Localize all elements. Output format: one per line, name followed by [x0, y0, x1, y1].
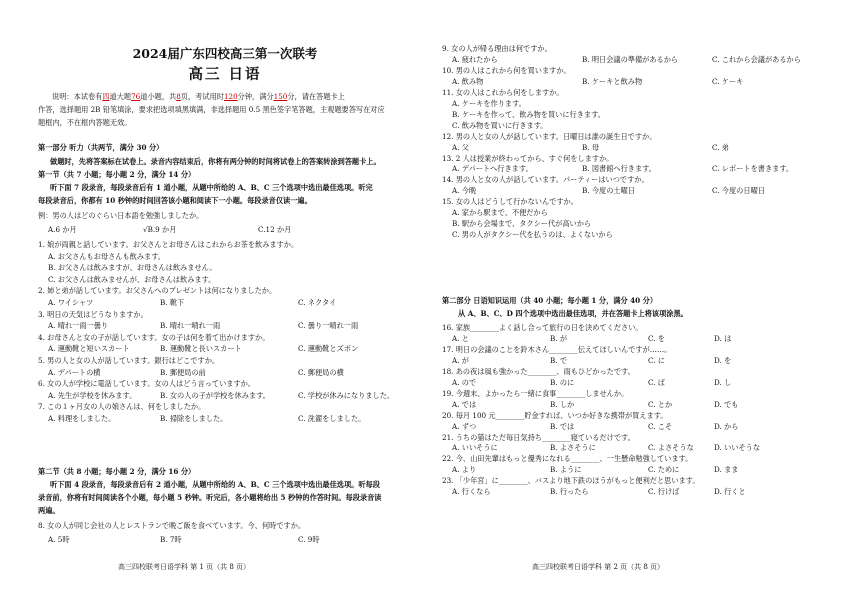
- answer-option: B. 図書館へ行きます。: [582, 164, 656, 174]
- answer-option: C. 曇り一晴れ一雨: [298, 321, 359, 331]
- exam-title: 2024届广东四校高三第一次联考: [132, 46, 318, 61]
- answer-option: A. 父: [452, 142, 469, 152]
- question-8: 8. 女の人が同じ会社の人とレストランで晩ご飯を食べています。今、何時ですか。: [38, 521, 306, 530]
- answer-option: A. では: [452, 399, 477, 409]
- answer-option: D. でも: [714, 399, 739, 409]
- answer-option: A. 運動靴と短いスカート: [48, 344, 130, 354]
- question-text: 17. 明日の会議のことを鈴木さん________伝えてほしいんですが……。: [442, 344, 672, 354]
- answer-option: A. が: [452, 355, 469, 365]
- example-option: A.6 か月: [48, 225, 77, 234]
- answer-option: C. こそ: [648, 421, 673, 431]
- answer-option: C. ために: [648, 465, 680, 475]
- answer-option: B. 駅から会場まで、タクシー代が高いから: [452, 219, 592, 229]
- answer-option: B. ケーキを作って、飲み物を買いに行きます。: [452, 109, 605, 119]
- answer-option: B. では: [550, 421, 575, 431]
- answer-option: A. 飲み物: [452, 76, 484, 86]
- answer-option: C. ば: [648, 377, 665, 387]
- answer-option: B. 掃除をしました。: [160, 414, 228, 423]
- answer-option: C. 運動靴とズボン: [298, 344, 359, 354]
- question-text: 23. 「少年宮」に________、バスより地下鉄のほうがもっと便利だと思います。: [442, 476, 700, 486]
- sec2-heading: 第二节（共 8 小题；每小题 2 分，满分 16 分）: [38, 467, 196, 476]
- answer-option: C. よさそうな: [648, 443, 694, 453]
- answer-option: C. 学校が休みになりました。: [298, 390, 395, 400]
- sec1-note-1: 听下面 7 段录音，每段录音后有 1 道小题，从题中所给的 A、B、C 三个选项中选出最佳选项。听完: [50, 183, 373, 192]
- question-text: 14. 男の人と女の人が話しています。パーティーはいつですか。: [442, 175, 649, 185]
- answer-option: A. 今晩: [452, 186, 477, 196]
- example-question: 例：男の人はどのぐらい日本語を勉強しましたか。: [38, 211, 204, 220]
- answer-option: B. ケーキと飲み物: [582, 76, 643, 86]
- sec2-note-1: 听下面 4 段录音，每段录音后有 2 道小题，从题中所给的 A、B、C 三个选项中选出最佳选项。听每段: [50, 480, 380, 489]
- answer-option: A. ので: [452, 377, 477, 387]
- example-option: C.12 か月: [258, 225, 292, 234]
- exam-subtitle: 高三 日语: [188, 66, 262, 83]
- page-footer-left: 高三四校联考日语学科 第 1 页（共 8 页）: [118, 563, 251, 571]
- answer-option: C. 行けば: [648, 487, 680, 497]
- question-text: 9. 女の人が帰る理由は何ですか。: [442, 44, 552, 53]
- question-text: 7. この１ヶ月女の人の娘さんは、何をしましたか。: [38, 402, 206, 412]
- answer-option: C. ケーキ: [712, 76, 744, 86]
- answer-option: D. は: [714, 333, 732, 343]
- page-footer-right: 高三四校联考日语学科 第 2 页（共 8 页）: [532, 563, 665, 571]
- question-text: 6. 女の人が学校に電話しています。女の人はどう言っていますか。: [38, 379, 256, 389]
- answer-option: D. から: [714, 421, 739, 431]
- instr-text: 分，请在答题卡上: [287, 92, 345, 101]
- question-text: 2. 姉と弟が話しています。お父さんへのプレゼントは何になりましたか。: [38, 286, 277, 296]
- instructions-line-3: 题框内，不在框内答题无效。: [38, 118, 132, 127]
- question-text: 12. 男の人と女の人が話しています。日曜日は誰の誕生日ですか。: [442, 131, 657, 141]
- answer-option: A. 家から駅まで、不便だから: [452, 208, 548, 218]
- answer-option: C. お父さんは飲みませんが、お母さんは飲みます。: [48, 274, 216, 284]
- part2-note: 从 A、B、C、D 四个选项中选出最佳选项，并在答题卡上将该项涂黑。: [458, 309, 688, 318]
- answer-option: D. し: [714, 377, 732, 387]
- answer-option: A. お父さんもお母さんも飲みます。: [48, 251, 165, 261]
- instr-text: 说明：本试卷有: [52, 92, 103, 101]
- instr-text: 道小题，共: [140, 92, 177, 101]
- answer-option: A. 料理をしました。: [48, 414, 116, 423]
- instructions-line-2: 作答，选择题用 2B 铅笔填涂，要求把选项填黑填满，非选择题用 0.5 黑色签字笔答题，主观题要答写在对应: [38, 105, 385, 114]
- instr-text: 页，考试用时: [180, 92, 224, 101]
- answer-option: A. と: [452, 333, 469, 343]
- answer-option: A. ずつ: [452, 421, 477, 431]
- sec1-note-2: 每段录音后，你都有 10 秒钟的时间回答该小题和阅读下一小题。每段录音仅读一遍。: [38, 196, 312, 205]
- question-text: 13. 2 人は授業が終わってから、すぐ何をしますか。: [442, 153, 614, 163]
- question-text: 16. 家族________よく話し合って旅行の日を決めてください。: [442, 323, 643, 332]
- answer-option: B. 明日会議の準備があるから: [582, 54, 679, 64]
- sec1-heading: 第一节（共 7 小题；每小题 2 分，满分 14 分）: [38, 170, 196, 179]
- answer-option: C. 洗濯をしました。: [298, 414, 366, 423]
- answer-option: D. まま: [714, 465, 739, 475]
- instr-page-count: 8: [176, 92, 181, 101]
- sec2-note-3: 两遍。: [38, 506, 60, 515]
- answer-option: D. を: [714, 355, 732, 365]
- part1-note: 做题时，先将答案标在试卷上。录音内容结束后，你将有两分钟的时间将试卷上的答案转涂到答题卡上。: [50, 157, 381, 166]
- part1-heading: 第一部分 听力（共两节，满分 30 分）: [38, 143, 164, 152]
- answer-option: A. ワイシャツ: [48, 298, 94, 307]
- answer-option: B. ように: [550, 465, 582, 475]
- question-text: 5. 男の人と女の人が話しています。銀行はどこですか。: [38, 356, 220, 365]
- answer-option: B. 晴れ一晴れ一雨: [160, 321, 221, 331]
- answer-option: C. に: [648, 355, 665, 365]
- answer-option: D. いいそうな: [714, 443, 761, 453]
- example-option: √B.9 か月: [143, 225, 177, 234]
- answer-option: C. 飲み物を買いに行きます。: [452, 120, 548, 130]
- answer-option: B. で: [550, 355, 568, 365]
- answer-option: A. いいそうに: [452, 443, 498, 453]
- question-text: 10. 男の人はこれから何を買いますか。: [442, 65, 571, 75]
- answer-option: C. とか: [648, 399, 673, 409]
- answer-option: B. 今度の土曜日: [582, 186, 635, 196]
- question-text: 3. 明日の天気はどうなりますか。: [38, 309, 148, 319]
- instr-score: 150: [273, 92, 288, 101]
- question-text: 4. お母さんと女の子が話しています。女の子は何を着て出かけますか。: [38, 332, 270, 342]
- question-text: 21. うちの猫はただ毎日気持ち________寝ているだけです。: [442, 432, 635, 442]
- answer-option: C. を: [648, 333, 665, 343]
- answer-option: C. 郵便局の横: [298, 367, 344, 377]
- page-right: [430, 0, 860, 595]
- answer-option: B. が: [550, 333, 568, 343]
- answer-option: B. しか: [550, 399, 575, 409]
- answer-option: A. より: [452, 465, 477, 475]
- answer-option: B. 女の人の子が学校を休みます。: [160, 390, 270, 400]
- instr-text: 分钟，满分: [237, 92, 274, 101]
- question-text: 1. 娘が両親と話しています。お父さんとお母さんはこれからお茶を飲みますか。: [38, 240, 299, 249]
- answer-option: B. 運動靴と長いスカート: [160, 344, 242, 354]
- question-text: 11. 女の人はこれから何をしますか。: [442, 87, 564, 97]
- answer-option: A. ケーキを作ります。: [452, 98, 526, 108]
- answer-option: A. 晴れ一雨一曇り: [48, 321, 109, 331]
- answer-option: B. 7時: [160, 535, 182, 544]
- answer-option: A. デパートへ行きます。: [452, 164, 533, 174]
- answer-option: C. 弟: [712, 142, 729, 152]
- answer-option: C. 9時: [298, 535, 320, 544]
- answer-option: A. 疲れたから: [452, 54, 498, 64]
- instr-question-count: 76: [131, 92, 141, 101]
- answer-option: A. デパートの横: [48, 367, 101, 377]
- answer-option: B. のに: [550, 377, 575, 387]
- answer-option: B. 母: [582, 142, 600, 152]
- instructions-line-1: [52, 92, 345, 101]
- instr-time: 120: [223, 92, 238, 101]
- question-text: 22. 今、山田先輩はもっと優秀になれる________、一生懸命勉強しています。: [442, 454, 693, 464]
- answer-option: A. 5時: [48, 535, 70, 544]
- answer-option: C. レポートを書きます。: [712, 164, 794, 174]
- answer-option: D. 行くと: [714, 487, 746, 497]
- question-text: 20. 毎月 100 元________貯金すれば、いつか好きな携帯が買えます。: [442, 410, 668, 420]
- question-text: 18. あの夜は風も強かった________、雨もひどかったです。: [442, 366, 635, 376]
- question-text: 19. 今週末、よかったら一緒に食事________しませんか。: [442, 388, 629, 398]
- sec2-note-2: 录音前，你将有时间阅读各个小题，每小题 5 秒钟。听完后，各小题将给出 5 秒钟的作答时间。每段录音读: [38, 493, 382, 502]
- part2-heading: 第二部分 日语知识运用（共 40 小题；每小题 1 分，满分 40 分）: [442, 296, 658, 305]
- answer-option: B. 郵便局の前: [160, 367, 206, 377]
- instr-major-count: 四: [102, 92, 110, 101]
- answer-option: B. お父さんは飲みますが、お母さんは飲みません。: [48, 263, 217, 273]
- answer-option: A. 先生が学校を休みます。: [48, 390, 137, 400]
- answer-option: C. 今度の日曜日: [712, 186, 765, 196]
- answer-option: C. ネクタイ: [298, 298, 337, 307]
- question-text: 15. 女の人はどうして行かないんですか。: [442, 197, 578, 207]
- answer-option: B. 行ったら: [550, 487, 589, 497]
- answer-option: C. 男の人がタクシー代を払うのは、よくないから: [452, 230, 613, 240]
- instr-text: 道大题: [109, 92, 132, 101]
- answer-option: B. 靴下: [160, 298, 185, 307]
- answer-option: A. 行くなら: [452, 487, 491, 497]
- answer-option: B. よさそうに: [550, 443, 596, 453]
- answer-option: C. これから会議があるから: [712, 54, 801, 64]
